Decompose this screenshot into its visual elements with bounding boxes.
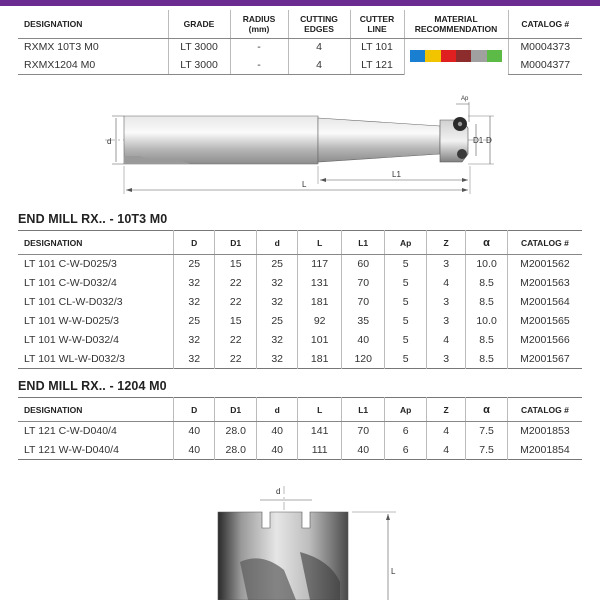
cell-edges: 4	[288, 38, 350, 56]
table-cell: 5	[385, 274, 426, 293]
end-mill-table-1204	[18, 397, 582, 460]
material-color-swatch	[410, 50, 425, 62]
material-color-swatch	[487, 50, 502, 62]
table-cell: 8.5	[466, 293, 507, 312]
table-cell: 35	[341, 312, 385, 331]
insert-table-header	[18, 10, 582, 38]
table-cell: LT 121 W-W-D040/4	[24, 443, 119, 456]
table-cell: LT 101 CL-W-D032/3	[24, 296, 123, 308]
table-row	[18, 38, 582, 56]
table-row	[18, 312, 582, 331]
table-cell: LT 101 C-W-D025/3	[24, 258, 117, 271]
table-cell: 120	[341, 350, 385, 369]
table-cell: 3	[426, 293, 465, 312]
column-header: D1	[215, 398, 256, 422]
table-row	[18, 255, 582, 274]
column-header: L	[298, 231, 342, 255]
table-cell: 32	[256, 293, 297, 312]
table-row	[18, 422, 582, 441]
table-cell: 6	[385, 441, 426, 460]
table-cell: M2001566	[507, 331, 582, 350]
table-cell: 70	[341, 293, 385, 312]
table-header	[18, 398, 582, 422]
insert-screw	[458, 122, 462, 126]
column-header: CATALOG #	[507, 398, 582, 422]
label-d: d	[107, 137, 112, 146]
column-header: Ap	[385, 231, 426, 255]
table-cell: 32	[174, 331, 215, 350]
table-cell: 28.0	[215, 441, 256, 460]
column-header: D	[174, 231, 215, 255]
material-color-swatch	[425, 50, 440, 62]
cell-radius: -	[230, 56, 288, 74]
table-cell: 3	[426, 312, 465, 331]
insert-bottom	[457, 149, 467, 159]
table-cell: M2001567	[507, 350, 582, 369]
table-cell: 60	[341, 255, 385, 274]
table-cell: 101	[298, 331, 342, 350]
material-recommendation-bar	[404, 38, 508, 74]
table-cell: 181	[298, 293, 342, 312]
section-title-10t3: END MILL RX.. - 10T3 M0	[18, 212, 168, 226]
table-cell: 22	[215, 350, 256, 369]
table-cell: 32	[174, 293, 215, 312]
table-cell: 181	[298, 350, 342, 369]
table-cell: 25	[174, 312, 215, 331]
cell-edges: 4	[288, 56, 350, 74]
table-cell: 40	[256, 441, 297, 460]
table-cell: 131	[298, 274, 342, 293]
table-cell: M2001853	[507, 422, 582, 441]
table-cell: 28.0	[215, 422, 256, 441]
table-cell: 22	[215, 293, 256, 312]
section-title-1204: END MILL RX.. - 1204 M0	[18, 379, 167, 393]
cell-line: LT 101	[350, 38, 404, 56]
table-cell: M2001854	[507, 441, 582, 460]
table-cell: LT 101 C-W-D032/4	[24, 277, 117, 289]
column-header: α	[466, 398, 507, 422]
table-cell: 70	[341, 274, 385, 293]
material-color-swatch	[441, 50, 456, 62]
table-row	[18, 350, 582, 369]
table-cell: 8.5	[466, 331, 507, 350]
table-cell: 40	[341, 441, 385, 460]
table-cell: 3	[426, 350, 465, 369]
table-cell: 5	[385, 293, 426, 312]
table-cell: 141	[298, 422, 342, 441]
table-cell: 5	[385, 255, 426, 274]
column-header: L1	[341, 398, 385, 422]
label-L: L	[302, 180, 307, 189]
table-header	[18, 231, 582, 255]
table-cell: 5	[385, 331, 426, 350]
column-header: L1	[341, 231, 385, 255]
column-header: DESIGNATION	[18, 231, 174, 255]
table-cell: 6	[385, 422, 426, 441]
col-radius: RADIUS (mm)	[230, 10, 288, 38]
table-cell: 5	[385, 312, 426, 331]
column-header: d	[256, 231, 297, 255]
col-catalog: CATALOG #	[508, 10, 582, 38]
table-cell: 40	[174, 441, 215, 460]
column-header: Z	[426, 231, 465, 255]
cell-grade: LT 3000	[168, 56, 230, 74]
table-cell: 25	[174, 255, 215, 274]
cell-designation: RXMX 10T3 M0	[24, 41, 99, 54]
table-cell: LT 101 W-W-D025/3	[24, 315, 119, 327]
table-cell: 40	[174, 422, 215, 441]
table-cell: 4	[426, 331, 465, 350]
table-cell: 32	[174, 274, 215, 293]
label-d2: d	[276, 487, 281, 496]
table-cell: 92	[298, 312, 342, 331]
cutter-head-drawing	[0, 482, 600, 600]
label-l1: L1	[392, 170, 401, 179]
cell-line: LT 121	[350, 56, 404, 74]
table-cell: LT 121 C-W-D040/4	[24, 425, 117, 438]
table-cell: 22	[215, 274, 256, 293]
col-material-recommendation: MATERIAL RECOMMENDATION	[404, 10, 508, 38]
table-cell: 111	[298, 441, 342, 460]
table-cell: M2001563	[507, 274, 582, 293]
end-mill-table-10t3	[18, 230, 582, 369]
cell-catalog: M0004377	[508, 56, 582, 74]
material-color-swatch	[456, 50, 471, 62]
table-cell: 15	[215, 312, 256, 331]
table-cell: 4	[426, 274, 465, 293]
insert-table	[18, 10, 582, 75]
column-header: D	[174, 398, 215, 422]
table-cell: 10.0	[466, 255, 507, 274]
table-cell: 32	[256, 331, 297, 350]
table-cell: 40	[341, 331, 385, 350]
table-row	[18, 441, 582, 460]
table-cell: 15	[215, 255, 256, 274]
table-cell: 10.0	[466, 312, 507, 331]
label-d1: D1	[473, 136, 484, 145]
table-cell: LT 101 W-W-D032/4	[24, 334, 119, 346]
column-header: DESIGNATION	[18, 398, 174, 422]
table-cell: 40	[256, 422, 297, 441]
table-cell: 25	[256, 312, 297, 331]
column-header: d	[256, 398, 297, 422]
table-cell: LT 101 WL-W-D032/3	[24, 352, 125, 365]
table-cell: 8.5	[466, 350, 507, 369]
table-cell: 8.5	[466, 274, 507, 293]
table-cell: 22	[215, 331, 256, 350]
shank	[124, 116, 318, 164]
table-cell: 32	[256, 274, 297, 293]
col-cutter-line: CUTTER LINE	[350, 10, 404, 38]
table-cell: 117	[298, 255, 342, 274]
table-cell: 7.5	[466, 441, 507, 460]
material-color-bar	[410, 50, 502, 62]
cell-radius: -	[230, 38, 288, 56]
table-row	[18, 331, 582, 350]
column-header: α	[466, 231, 507, 255]
table-cell: 4	[426, 441, 465, 460]
table-cell: M2001564	[507, 293, 582, 312]
label-D: D	[486, 136, 492, 145]
table-cell: M2001562	[507, 255, 582, 274]
table-row	[18, 293, 582, 312]
table-cell: 5	[385, 350, 426, 369]
column-header: L	[298, 398, 342, 422]
table-cell: 4	[426, 422, 465, 441]
table-cell: 25	[256, 255, 297, 274]
col-designation: DESIGNATION	[18, 10, 168, 38]
end-mill-drawing	[0, 88, 600, 200]
material-color-swatch	[471, 50, 486, 62]
cell-designation: RXMX1204 M0	[18, 56, 168, 74]
table-cell: 70	[341, 422, 385, 441]
label-L2: L	[391, 567, 396, 576]
header-accent-bar	[0, 0, 600, 6]
table-cell: 7.5	[466, 422, 507, 441]
column-header: Ap	[385, 398, 426, 422]
cell-catalog: M0004373	[508, 38, 582, 56]
table-cell: 32	[174, 350, 215, 369]
table-cell: 32	[256, 350, 297, 369]
column-header: CATALOG #	[507, 231, 582, 255]
neck	[318, 118, 440, 162]
table-row	[18, 274, 582, 293]
column-header: Z	[426, 398, 465, 422]
label-ap: Ap	[461, 96, 469, 102]
column-header: D1	[215, 231, 256, 255]
cell-grade: LT 3000	[168, 38, 230, 56]
table-cell: 3	[426, 255, 465, 274]
col-cutting-edges: CUTTING EDGES	[288, 10, 350, 38]
table-cell: M2001565	[507, 312, 582, 331]
col-grade: GRADE	[168, 10, 230, 38]
